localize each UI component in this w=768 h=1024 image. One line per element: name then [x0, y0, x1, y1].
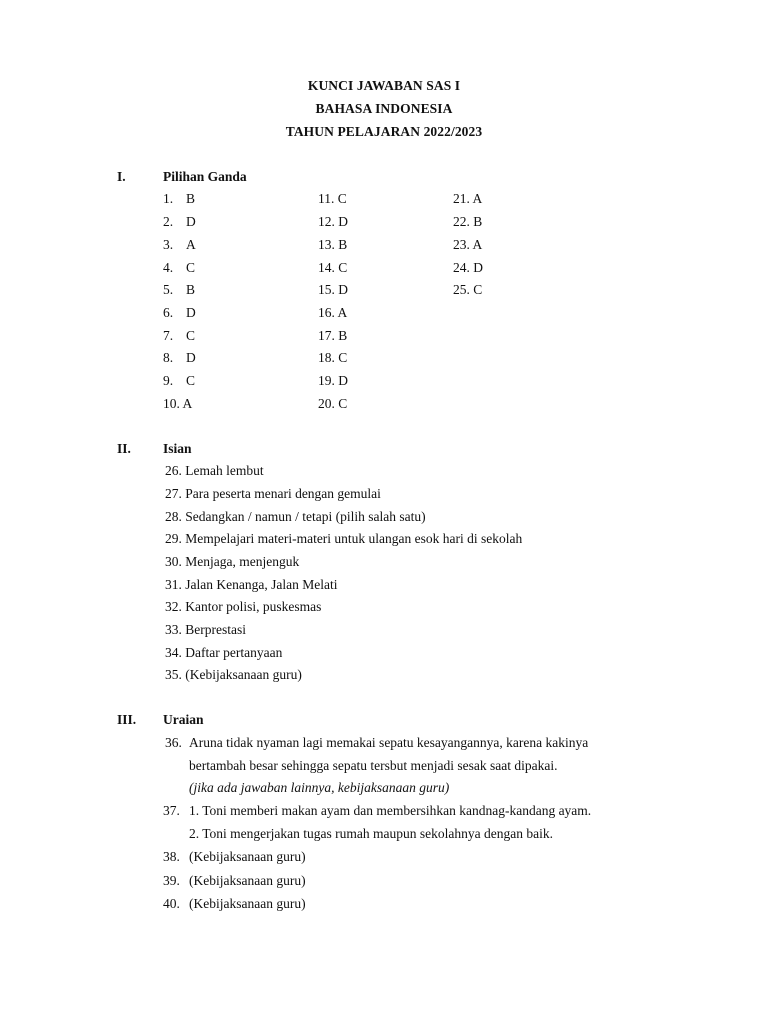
mc-answer: 6. D: [163, 305, 196, 320]
mc-answer: 14. C: [318, 260, 348, 275]
uraian-answer-note: (jika ada jawaban lainnya, kebijaksanaan guru): [189, 780, 450, 795]
isian-answer: 29. Mempelajari materi-materi untuk ulangan esok hari di sekolah: [165, 531, 523, 546]
section-2-title: Isian: [163, 441, 192, 456]
isian-answer: 28. Sedangkan / namun / tetapi (pilih salah satu): [165, 509, 426, 524]
isian-answer: 27. Para peserta menari dengan gemulai: [165, 486, 381, 501]
uraian-answer-text: (Kebijaksanaan guru): [189, 873, 306, 888]
document-subject: BAHASA INDONESIA: [315, 101, 453, 116]
uraian-answer-text: Aruna tidak nyaman lagi memakai sepatu kesayangannya, karena kakinya: [189, 735, 589, 750]
uraian-answer-text: 1. Toni memberi makan ayam dan membersihkan kandnag-kandang ayam.: [189, 803, 592, 818]
isian-answer: 33. Berprestasi: [165, 622, 246, 637]
mc-answer: 25. C: [453, 282, 483, 297]
mc-answer: 21. A: [453, 191, 483, 206]
mc-answer: 15. D: [318, 282, 348, 297]
mc-answer: 3. A: [163, 237, 196, 252]
document-year: TAHUN PELAJARAN 2022/2023: [285, 124, 483, 139]
section-3-number: III.: [117, 712, 137, 727]
mc-answer: 18. C: [318, 350, 348, 365]
isian-answer: 30. Menjaga, menjenguk: [165, 554, 300, 569]
mc-answer: 13. B: [318, 237, 348, 252]
mc-answer: 11. C: [318, 191, 347, 206]
isian-answer: 32. Kantor polisi, puskesmas: [165, 599, 322, 614]
section-2-number: II.: [117, 441, 131, 456]
uraian-answer-text: (Kebijaksanaan guru): [189, 849, 306, 864]
uraian-number: 36.: [165, 735, 182, 750]
mc-answer: 10. A: [163, 396, 193, 411]
uraian-number: 38.: [163, 849, 180, 864]
section-3-title: Uraian: [163, 712, 204, 727]
document-title: KUNCI JAWABAN SAS I: [307, 78, 461, 93]
mc-answer: 1. B: [163, 191, 196, 206]
isian-answer: 26. Lemah lembut: [165, 463, 264, 478]
mc-answer: 23. A: [453, 237, 483, 252]
isian-answer: 31. Jalan Kenanga, Jalan Melati: [165, 577, 338, 592]
section-1-title: Pilihan Ganda: [163, 169, 247, 184]
mc-answer: 17. B: [318, 328, 348, 343]
uraian-number: 40.: [163, 896, 180, 911]
uraian-number: 39.: [163, 873, 180, 888]
mc-answer: 2. D: [163, 214, 196, 229]
uraian-answer-text: bertambah besar sehingga sepatu tersbut menjadi sesak saat dipakai.: [189, 758, 558, 773]
isian-answer: 35. (Kebijaksanaan guru): [165, 667, 302, 682]
mc-answer: 5. B: [163, 282, 196, 297]
section-1-number: I.: [117, 169, 126, 184]
mc-answer: 12. D: [318, 214, 348, 229]
mc-answer: 22. B: [453, 214, 483, 229]
uraian-number: 37.: [163, 803, 180, 818]
uraian-answer-text: 2. Toni mengerjakan tugas rumah maupun sekolahnya dengan baik.: [189, 826, 553, 841]
mc-answer: 9. C: [163, 373, 196, 388]
mc-answer: 19. D: [318, 373, 348, 388]
mc-answer: 8. D: [163, 350, 196, 365]
mc-answer: 4. C: [163, 260, 196, 275]
mc-answer: 16. A: [318, 305, 348, 320]
uraian-answer-text: (Kebijaksanaan guru): [189, 896, 306, 911]
mc-answer: 20. C: [318, 396, 348, 411]
mc-answer: 24. D: [453, 260, 483, 275]
mc-answer: 7. C: [163, 328, 196, 343]
isian-answer: 34. Daftar pertanyaan: [165, 645, 283, 660]
